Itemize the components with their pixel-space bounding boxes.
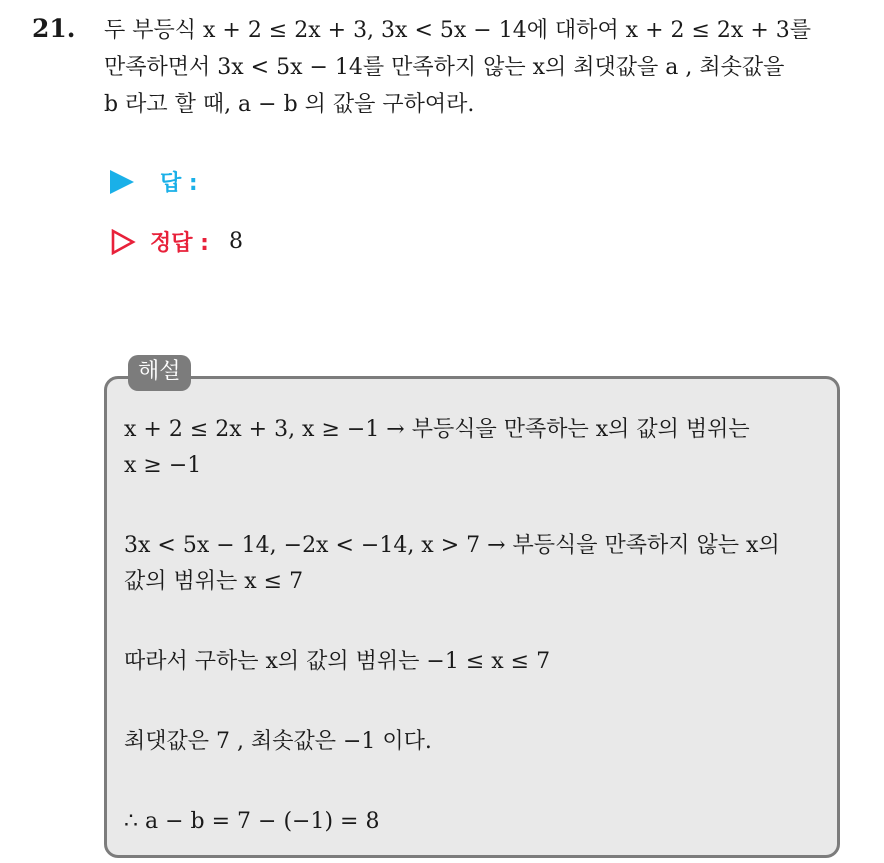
solution-line: x + 2 ≤ 2x + 3, x ≥ −1 → 부등식을 만족하는 x의 값의 범위는	[124, 417, 750, 442]
answer-blank-row	[110, 166, 198, 197]
play-triangle-icon	[110, 170, 134, 194]
solution-line: 3x < 5x − 14, −2x < −14, x > 7 → 부등식을 만족하지 않는 x의	[124, 533, 780, 558]
solution-line: 최댓값은 7 , 최솟값은 −1 이다.	[124, 729, 432, 754]
correct-answer-row	[110, 226, 243, 257]
question-text	[104, 12, 874, 123]
answer-label: 답 :	[160, 171, 198, 196]
question-line: b 라고 할 때, a − b 의 값을 구하여라.	[104, 92, 475, 117]
correct-answer-label: 정답 :	[150, 231, 209, 256]
question-number: 21.	[32, 14, 76, 43]
solution-line: ∴ a − b = 7 − (−1) = 8	[124, 809, 380, 834]
solution-line: 값의 범위는 x ≤ 7	[124, 569, 304, 594]
question-line: 만족하면서 3x < 5x − 14를 만족하지 않는 x의 최댓값을 a , 최솟값을	[104, 55, 785, 80]
solution-line: 따라서 구하는 x의 값의 범위는 −1 ≤ x ≤ 7	[124, 649, 551, 674]
solution-tag: 해설	[128, 355, 191, 391]
solution-line: x ≥ −1	[124, 453, 202, 478]
solution-content	[124, 412, 834, 840]
outline-triangle-icon	[110, 229, 136, 255]
correct-answer-value: 8	[228, 229, 243, 254]
question-line: 두 부등식 x + 2 ≤ 2x + 3, 3x < 5x − 14에 대하여 x + 2 ≤ 2x + 3를	[104, 18, 812, 43]
